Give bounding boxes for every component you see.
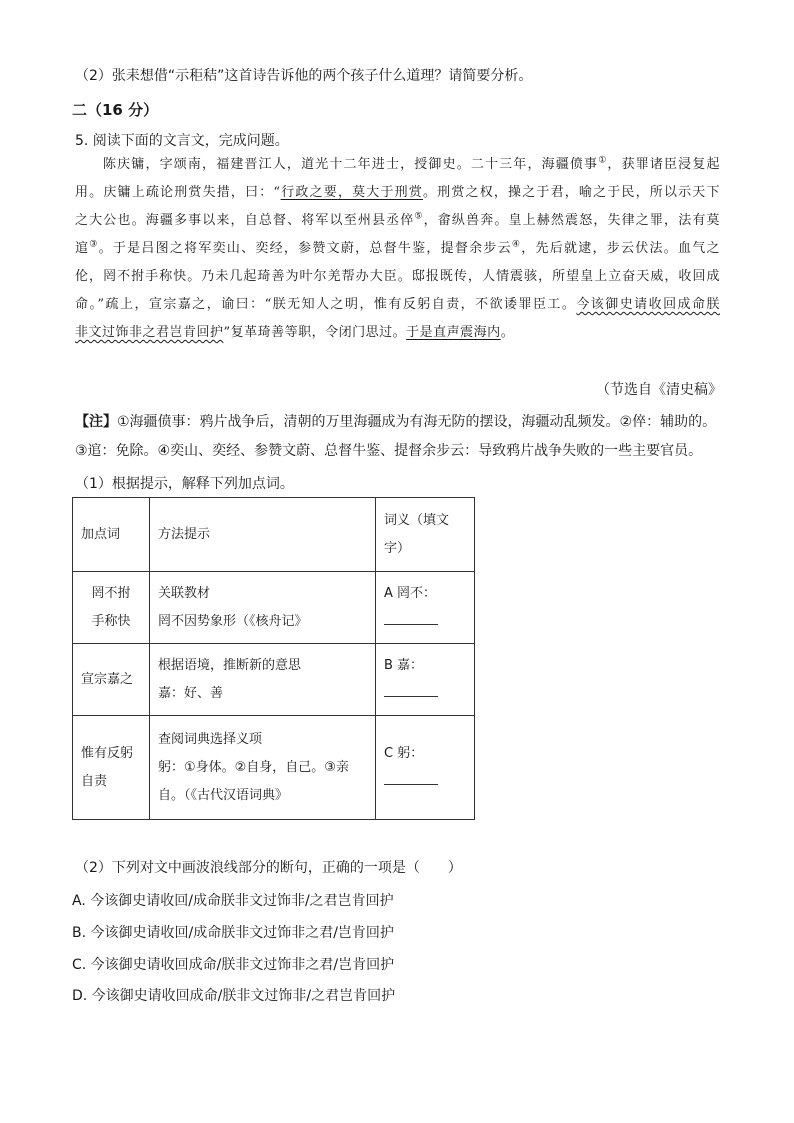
- cell-word: 宣宗嘉之: [73, 644, 150, 716]
- cell-method: 根据语境，推断新的意思 嘉：好、善: [150, 644, 376, 716]
- footnote-line-2: ③逭：免除。④奕山、奕经、参赞文蔚、总督牛鉴、提督余步云：导致鸦片战争失败的一些主要官员。: [75, 443, 703, 459]
- option-c[interactable]: C. 今该御史请收回成命/朕非文过饰非之君/岂肯回护: [72, 957, 395, 973]
- answer-blank[interactable]: [384, 682, 438, 697]
- footnote-line-1: 【注】①海疆偾事：鸦片战争后，清朝的万里海疆成为有海无防的摆设，海疆动乱频发。②倅：辅助的。: [75, 414, 717, 430]
- table-row: [73, 644, 475, 716]
- option-b[interactable]: B. 今该御史请收回/成命朕非文过饰非之君/岂肯回护: [72, 925, 394, 941]
- passage-line: 之大公也。海疆多事以来，自总督、将军以至州县丞倅⑤，畲纵兽奔。皇上赫然震怒，失律之罪，法有莫: [75, 211, 720, 228]
- passage-line: 伦，罔不拊手称快。乃未几起琦善为叶尔羌帮办大臣。邸报既传，人情震骇，所望皇上立奋天威，收回成: [75, 269, 720, 284]
- table-row: [73, 572, 475, 644]
- passage-line: 命。”疏上，宣宗嘉之，谕曰：“朕无知人之明，惟有反躬自责，不欲诿罪臣工。今该御史请收回成命朕: [75, 297, 720, 312]
- subquestion-1-title: （1）根据提示，解释下列加点词。: [75, 476, 294, 492]
- cell-method: 关联教材 罔不因势象形（《核舟记》: [150, 572, 376, 644]
- vocabulary-table: [72, 497, 475, 820]
- classical-passage: [75, 155, 720, 351]
- passage-source: （节选自《清史稿》: [596, 382, 722, 398]
- cell-answer[interactable]: C 躬：: [376, 716, 475, 820]
- answer-blank[interactable]: [384, 610, 438, 625]
- cell-method: 查阅词典选择义项 躬：①身体。②自身，自己。③亲 自。（《古代汉语词典》: [150, 716, 376, 820]
- header-meaning: 词义（填文 字）: [376, 498, 475, 572]
- section-title: 二（16 分）: [72, 101, 159, 119]
- passage-line: 逭③。于是吕图之将军奕山、奕经，参赞文蔚，总督牛鉴，提督余步云④，先后就逮，步云伏法。血气之: [75, 239, 720, 256]
- passage-line: 陈庆镛，字颂南，福建晋江人，道光十二年进士，授御史。二十三年，海疆偾事①，获罪诸臣浸复起: [103, 155, 720, 172]
- table-header-row: [73, 498, 475, 572]
- cell-answer[interactable]: A 罔不：: [376, 572, 475, 644]
- cell-answer[interactable]: B 嘉：: [376, 644, 475, 716]
- question-2-prompt: （2）张耒想借“示秬秸”这首诗告诉他的两个孩子什么道理？请简要分析。: [75, 68, 533, 84]
- question-5-title: 5. 阅读下面的文言文，完成问题。: [75, 133, 289, 149]
- header-method: 方法提示: [150, 498, 376, 572]
- passage-line: 非文过饰非之君岂肯回护”复革琦善等职，令闭门思过。于是直声震海内。: [75, 325, 515, 340]
- table-row: [73, 716, 475, 820]
- option-d[interactable]: D. 今该御史请收回成命/朕非文过饰非/之君岂肯回护: [72, 988, 396, 1004]
- cell-word: 惟有反躬 自责: [73, 716, 150, 820]
- answer-blank[interactable]: [384, 770, 438, 785]
- option-a[interactable]: A. 今该御史请收回/成命朕非文过饰非/之君岂肯回护: [72, 893, 394, 909]
- passage-line: 用。庆镛上疏论刑赏失措，曰：“行政之要，莫大于刑赏。刑赏之权，操之于君，喻之于民，所以示天下: [75, 185, 720, 200]
- cell-word: 罔不拊 手称快: [73, 572, 150, 644]
- header-word: 加点词: [73, 498, 150, 572]
- subquestion-2-title: （2）下列对文中画波浪线部分的断句，正确的一项是（ ）: [75, 860, 462, 876]
